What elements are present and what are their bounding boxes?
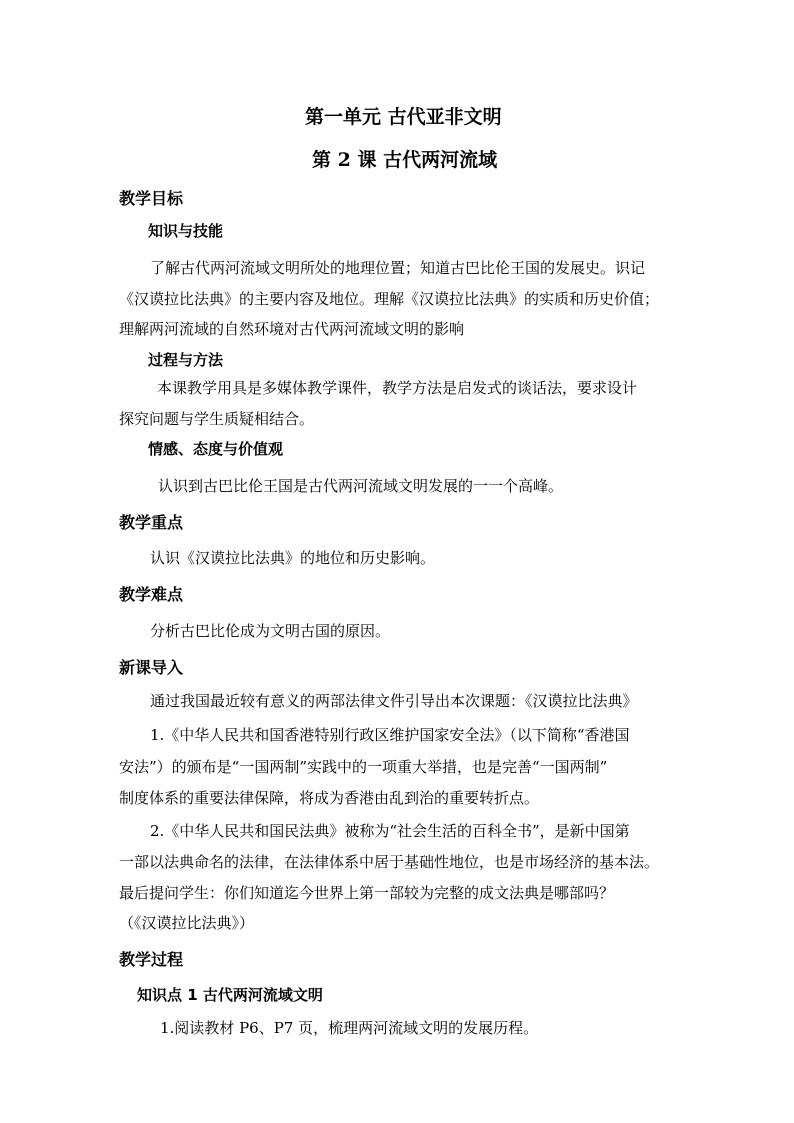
knowledge-line-3: 理解两河流域的自然环境对古代两河流域文明的影响: [119, 320, 465, 338]
knowledge-point-1-heading: 知识点 1 古代两河流域文明: [137, 986, 323, 1004]
intro-line-8: （《汉谟拉比法典》）: [119, 914, 255, 932]
intro-line-2: 1.《中华人民共和国香港特别行政区维护国家安全法》（以下简称“香港国: [150, 726, 630, 744]
objectives-heading: 教学目标: [119, 189, 184, 208]
difficulty-text: 分析古巴比伦成为文明古国的原因。: [150, 622, 391, 640]
difficulty-heading: 教学难点: [119, 585, 184, 604]
knowledge-point-1-line: 1.阅读教材 P6、P7 页，梳理两河流域文明的发展历程。: [160, 1019, 539, 1037]
intro-line-5: 2.《中华人民共和国民法典》被称为“社会生活的百科全书”，是新中国第: [150, 822, 630, 840]
process-heading: 过程与方法: [148, 351, 224, 369]
intro-line-4: 制度体系的重要法律保障，将成为香港由乱到治的重要转折点。: [119, 789, 540, 807]
process-line-2: 探究问题与学生质疑相结合。: [119, 410, 315, 428]
intro-heading: 新课导入: [119, 658, 184, 677]
lesson-title: 第 2 课 古代两河流域: [312, 149, 498, 171]
emotion-line-1: 认识到古巴比伦王国是古代两河流域文明发展的一一个高峰。: [158, 477, 564, 495]
knowledge-heading: 知识与技能: [148, 222, 224, 240]
knowledge-line-2: 《汉谟拉比法典》的主要内容及地位。理解《汉谟拉比法典》的实质和历史价值；: [119, 290, 660, 308]
teaching-process-heading: 教学过程: [119, 950, 184, 969]
unit-title: 第一单元 古代亚非文明: [305, 106, 502, 128]
process-line-1: 本课教学用具是多媒体教学课件，教学方法是启发式的谈话法，要求设计: [157, 379, 638, 397]
key-point-heading: 教学重点: [119, 513, 184, 532]
knowledge-line-1: 了解古代两河流域文明所处的地理位置；知道古巴比伦王国的发展史。识记: [150, 259, 646, 277]
intro-line-1: 通过我国最近较有意义的两部法律文件引导出本次课题：《汉谟拉比法典》: [150, 692, 638, 710]
key-point-text: 认识《汉谟拉比法典》的地位和历史影响。: [150, 549, 436, 567]
emotion-heading: 情感、态度与价值观: [148, 440, 284, 458]
intro-line-3: 安法”）的颁布是“一国两制”实践中的一项重大举措，也是完善“一国两制”: [119, 758, 608, 776]
intro-line-6: 一部以法典命名的法律，在法律体系中居于基础性地位，也是市场经济的基本法。: [119, 853, 660, 871]
intro-line-7: 最后提问学生：你们知道迄今世界上第一部较为完整的成文法典是哪部吗？: [119, 884, 615, 902]
